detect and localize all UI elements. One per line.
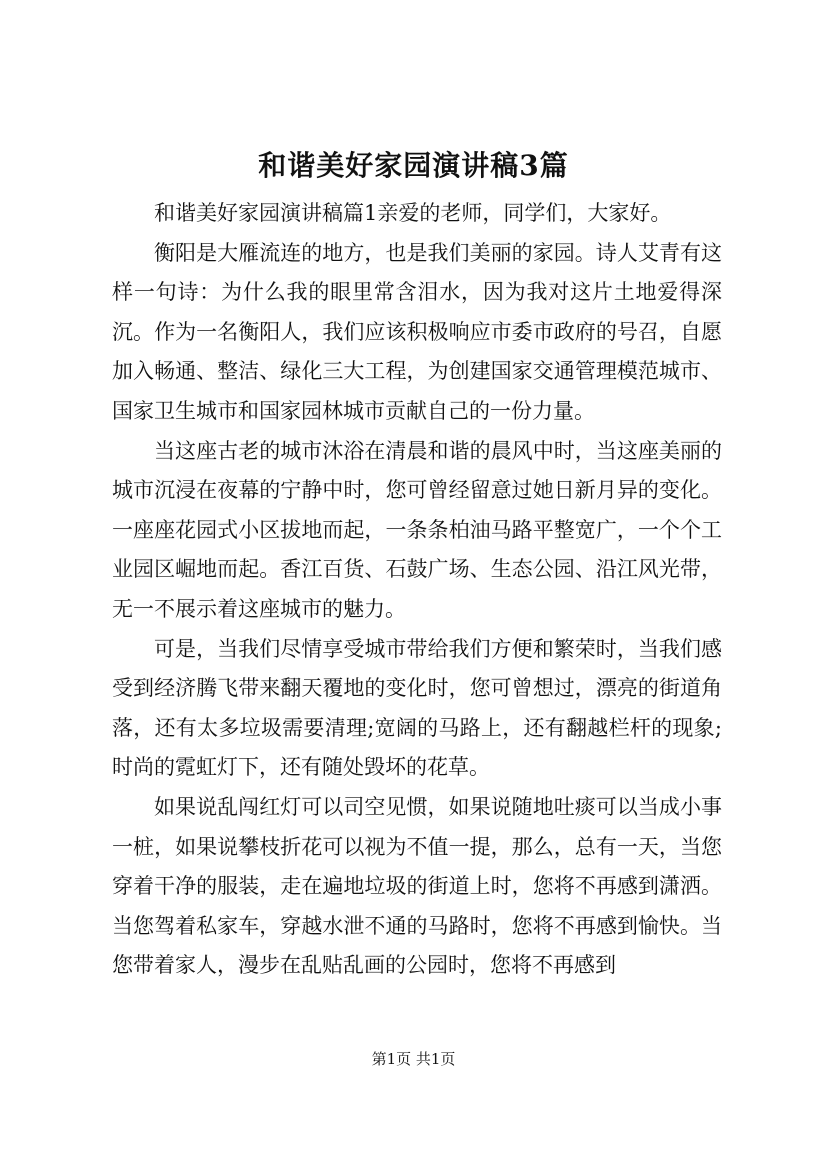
page-footer: 第1页 共1页 xyxy=(371,1050,456,1068)
paragraph: 和谐美好家园演讲稿篇1亲爱的老师，同学们，大家好。 xyxy=(154,201,672,225)
paragraph: 当这座古老的城市沐浴在清晨和谐的晨风中时，当这座美丽的城市沉浸在夜幕的宁静中时，您可曾经留意过她日新月异的变化。一座座花园式小区拔地而起，一条条柏油马路平整宽广，一个个工业园区崛地而起。香江百货、石鼓广场、生态公园、沿江风光带，无一不展示着这座城市的魅力。 xyxy=(112,438,722,621)
paragraph: 衡阳是大雁流连的地方，也是我们美丽的家园。诗人艾青有这样一句诗：为什么我的眼里常含泪水，因为我对这片土地爱得深沉。作为一名衡阳人，我们应该积极响应市委市政府的号召，自愿加入畅通、整洁、绿化三大工程，为创建国家交通管理模范城市、国家卫生城市和国家园林城市贡献自己的一份力量。 xyxy=(112,240,722,423)
paragraph: 可是，当我们尽情享受城市带给我们方便和繁荣时，当我们感受到经济腾飞带来翻天覆地的变化时，您可曾想过，漂亮的街道角落，还有太多垃圾需要清理;宽阔的马路上，还有翻越栏杆的现象;时尚的霓虹灯下，还有随处毁坏的花草。 xyxy=(112,636,722,780)
paragraph: 如果说乱闯红灯可以司空见惯，如果说随地吐痰可以当成小事一桩，如果说攀枝折花可以视为不值一提，那么，总有一天，当您穿着干净的服装，走在遍地垃圾的街道上时，您将不再感到潇洒。当您驾着私家车，穿越水泄不通的马路时，您将不再感到愉快。当您带着家人，漫步在乱贴乱画的公园时，您将不再感到 xyxy=(112,794,722,978)
document-title: 和谐美好家园演讲稿3篇 xyxy=(258,149,569,182)
document-body xyxy=(112,194,722,986)
